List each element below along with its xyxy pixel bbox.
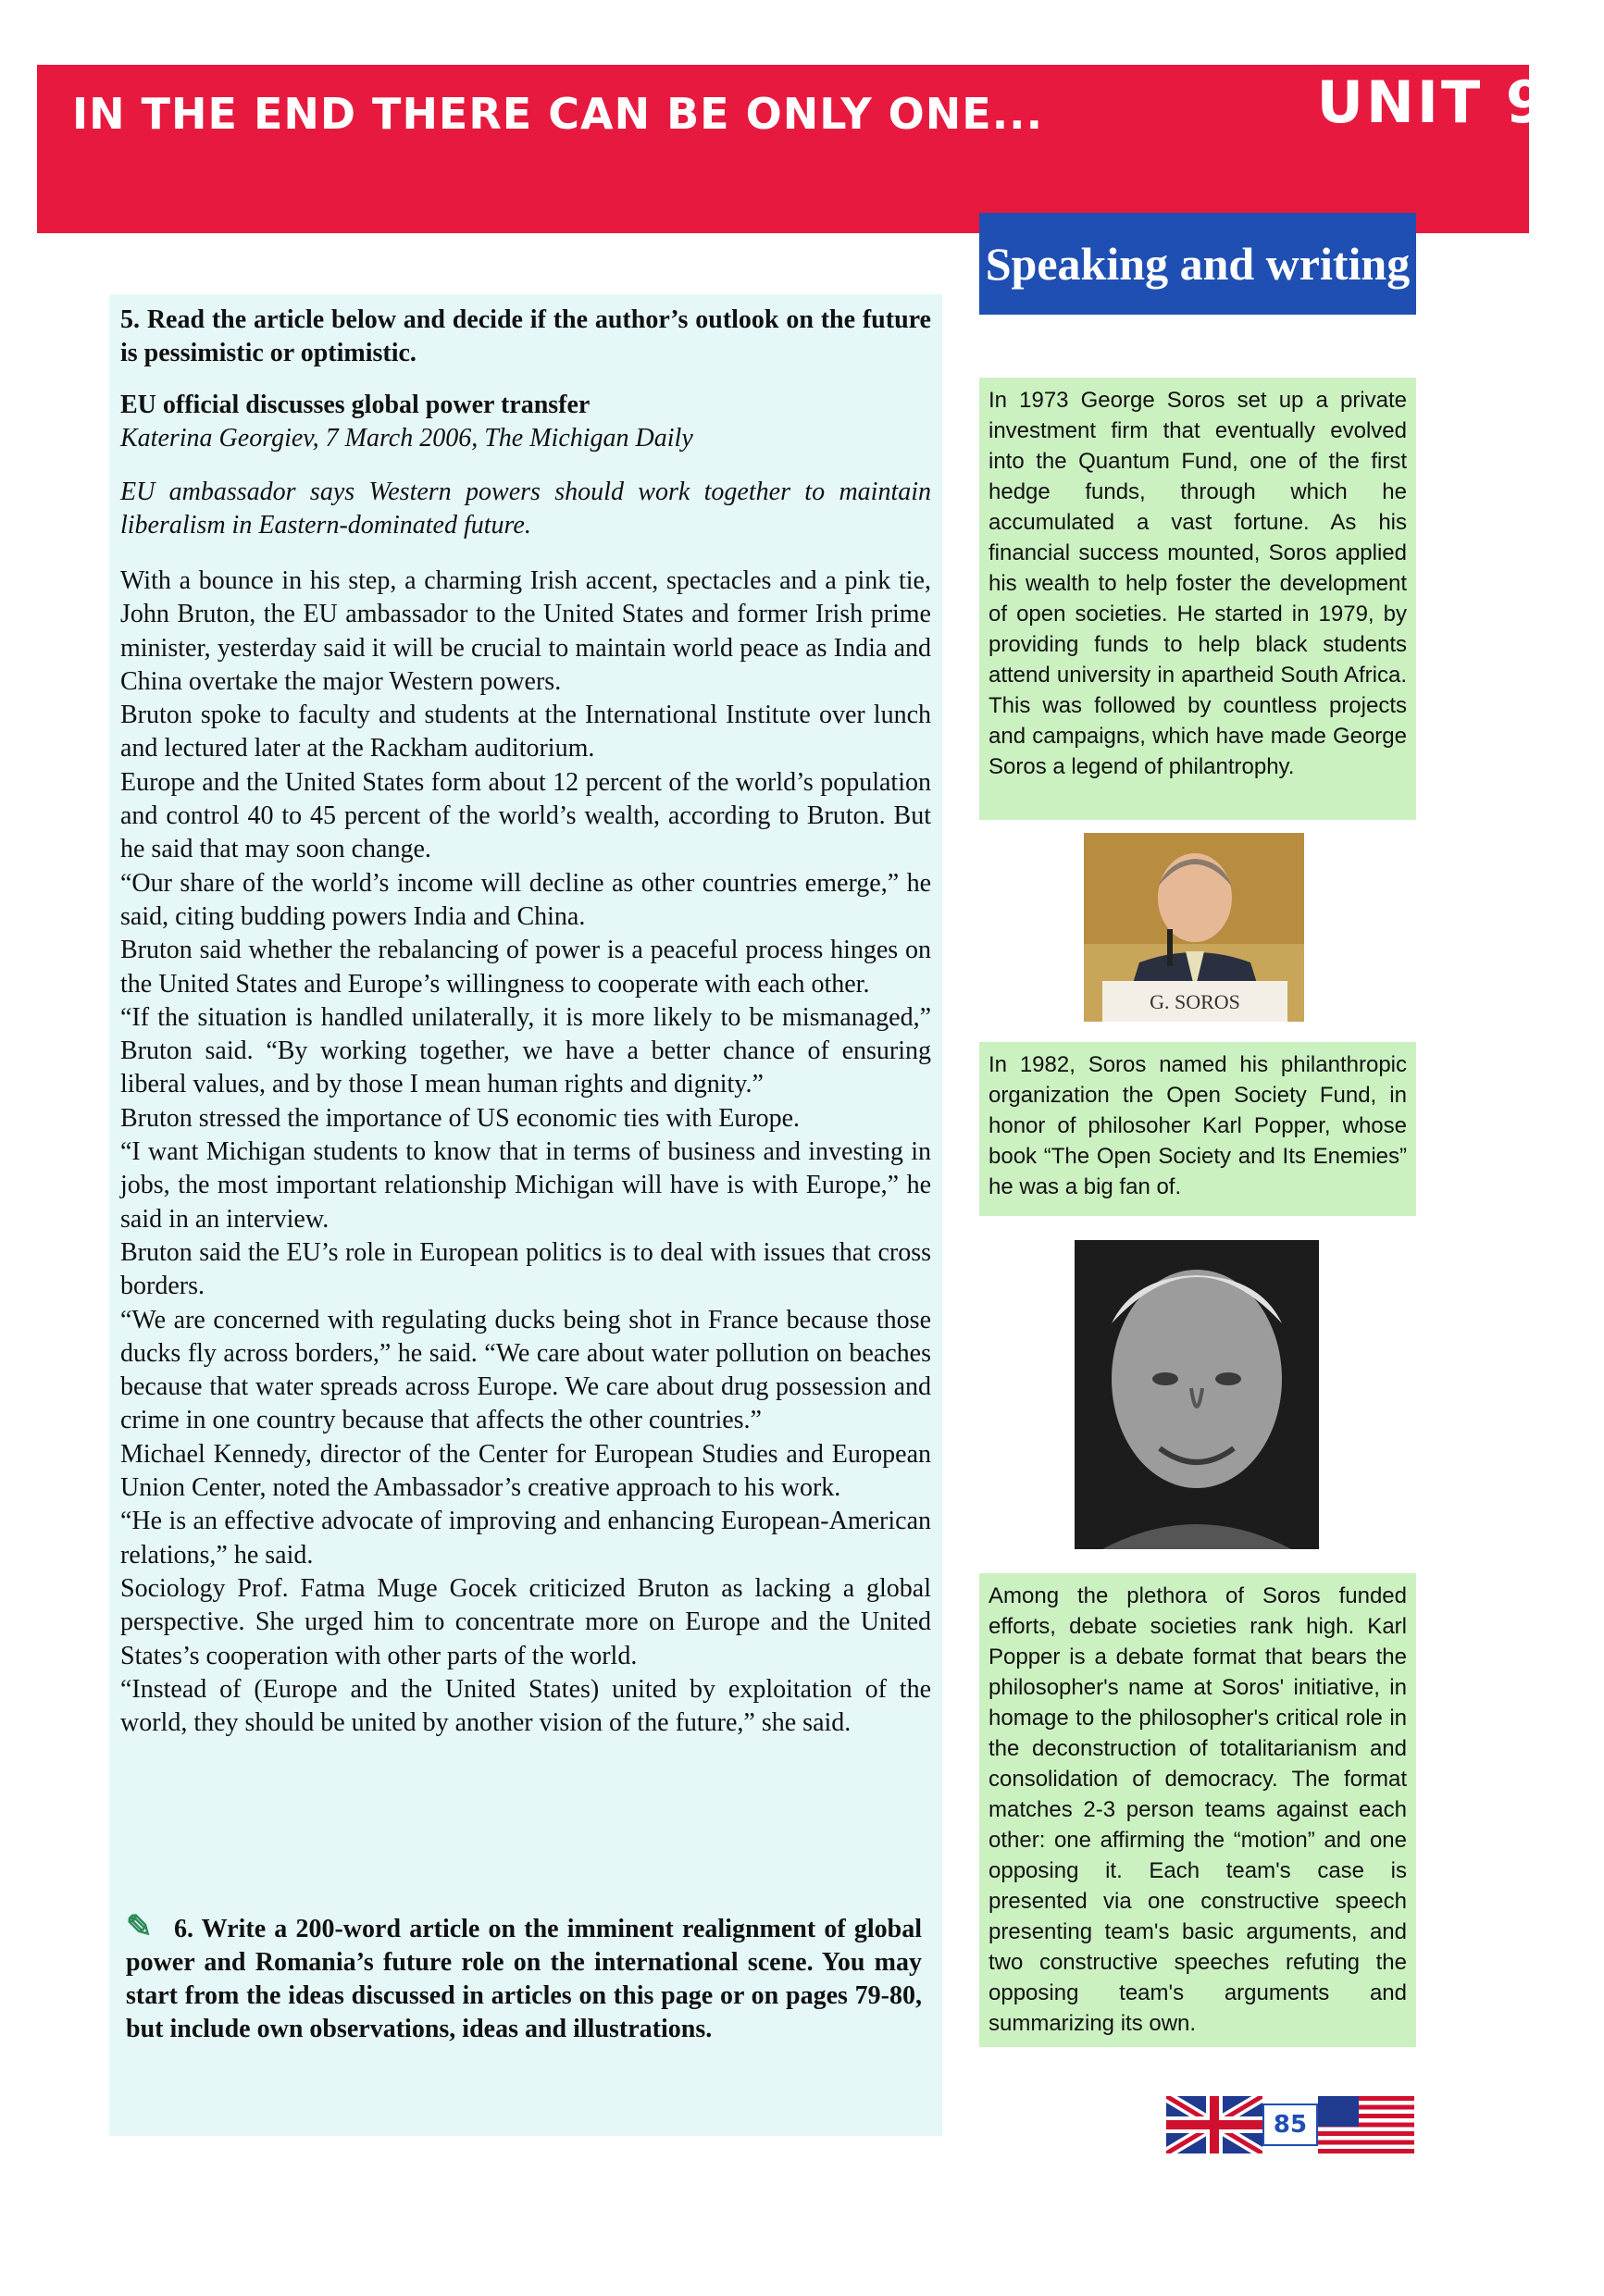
popper-photo-frame xyxy=(979,1216,1416,1573)
article-lede: EU ambassador says Western powers should work together to maintain liberalism in Eastern-dominated future. xyxy=(120,478,931,540)
article-paragraph: Michael Kennedy, director of the Center for European Studies and European Union Center, noted the Ambassador’s creative approach to his work. xyxy=(120,1439,931,1503)
article-paragraph: Europe and the United States form about 12 percent of the world’s population and control 40 to 45 percent of the world’s wealth, according to Bruton. But he said that may soon change. xyxy=(120,767,931,864)
article-paragraph: Bruton spoke to faculty and students at the International Institute over lunch and lectured later at the Rackham auditorium. xyxy=(120,701,931,763)
open-society-text: In 1982, Soros named his philanthropic organization the Open Society Fund, in honor of philosoher Karl Popper, whose book “The Open Society and Its Enemies” he was a big fan of. xyxy=(989,1052,1407,1199)
page-number: 85 xyxy=(1262,2104,1318,2146)
article-paragraph: Bruton said the EU’s role in European politics is to deal with issues that cross borders. xyxy=(120,1237,931,1301)
article-paragraph: “He is an effective advocate of improving and enhancing European-American relations,” he said. xyxy=(120,1507,931,1570)
page-title: IN THE END THERE CAN BE ONLY ONE... xyxy=(72,89,1044,139)
article-paragraph: “Our share of the world’s income will decline as other countries emerge,” he said, citing budding powers India and China. xyxy=(120,868,931,931)
writing-task-text: 6. Write a 200-word article on the imminent realignment of global power and Romania’s future role on the international scene. You may start from the ideas discussed in articles on this page or on pages 79-80, but include own observations, ideas and illustrations. xyxy=(126,1915,922,2043)
soros-photo xyxy=(1084,833,1304,1022)
article-paragraph: Sociology Prof. Fatma Muge Gocek criticized Bruton as lacking a global perspective. She urged him to concentrate more on Europe and the United States’s cooperation with other parts of the world. xyxy=(120,1573,931,1670)
soros-bio-text: In 1973 George Soros set up a private investment firm that eventually evolved into the Quantum Fund, one of the first hedge funds, through which he accumulated a vast fortune. As his financial success mounted, Soros applied his wealth to help foster the development of open societies. He started in 1979, by providing funds to help black students attend university in apartheid South Africa. This was followed by countless projects and campaigns, which have made George Soros a legend of philantrophy. xyxy=(989,388,1407,779)
article-byline: Katerina Georgiev, 7 March 2006, The Michigan Daily xyxy=(120,424,693,453)
nameplate-text: G. SOROS xyxy=(1150,990,1240,1013)
us-flag-icon xyxy=(1318,2096,1414,2153)
section-label: Speaking and writing xyxy=(979,213,1416,315)
article-paragraph: “Instead of (Europe and the United States) united by exploitation of the world, they should be united by another vision of the future,” she said. xyxy=(120,1674,931,1738)
article-paragraph: Bruton stressed the importance of US economic ties with Europe. xyxy=(120,1103,801,1133)
article-paragraph: “I want Michigan students to know that in terms of business and investing in jobs, the most important relationship Michigan will have is with Europe,” he said in an interview. xyxy=(120,1137,931,1234)
writing-task xyxy=(109,1911,942,2046)
article-panel xyxy=(109,294,942,2136)
debate-box xyxy=(979,1573,1416,2047)
article-paragraph: Bruton said whether the rebalancing of power is a peaceful process hinges on the United States and Europe’s willingness to cooperate with each other. xyxy=(120,936,931,999)
article-paragraph: “We are concerned with regulating ducks being shot in France because those ducks fly across borders,” he said. “We care about water pollution on beaches because that water spreads across Europe. We care about drug possession and crime in one country because that affects the other countries.” xyxy=(120,1305,931,1435)
pencil-icon: ✎ xyxy=(126,1910,153,1944)
article-paragraph: “If the situation is handled unilaterally, it is more likely to be mismanaged,” Bruton said. “By working together, we have a better chance of ensuring liberal values, and by those I mean human rights and dignity.” xyxy=(120,1002,931,1099)
open-society-box xyxy=(979,1042,1416,1216)
page-footer xyxy=(1166,2096,1414,2153)
soros-bio-box xyxy=(979,378,1416,820)
soros-photo-frame xyxy=(979,820,1416,1042)
uk-flag-icon xyxy=(1166,2096,1262,2153)
unit-label: UNIT 9 xyxy=(1316,68,1548,136)
article-paragraph: With a bounce in his step, a charming Irish accent, spectacles and a pink tie, John Bruton, the EU ambassador to the United States and former Irish prime minister, yesterday said it will be crucial to maintain world peace as India and China overtake the major Western powers. xyxy=(120,566,931,696)
reading-task: 5. Read the article below and decide if the author’s outlook on the future is pessimistic or optimistic. xyxy=(120,305,931,367)
popper-photo xyxy=(1075,1240,1319,1549)
article-headline: EU official discusses global power transfer xyxy=(120,391,591,419)
debate-text: Among the plethora of Soros funded efforts, debate societies rank high. Karl Popper is a debate format that bears the philosopher's name at Soros' initiative, in homage to the philosopher's critical role in the deconstruction of totalitarianism and consolidation of democracy. The format matches 2-3 person teams against each other: one affirming the “motion” and one opposing it. Each team's case is presented via one constructive speech presenting team's basic arguments, and two constructive speeches refuting the opposing team's arguments and summarizing its own. xyxy=(989,1583,1407,2036)
